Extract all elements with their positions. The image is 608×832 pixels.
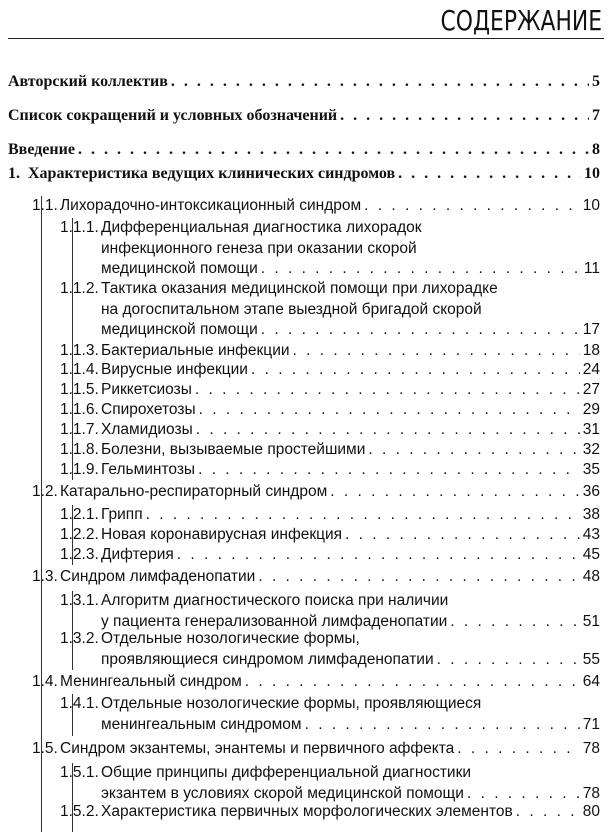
toc-page-number: 38	[582, 506, 600, 523]
indent-guide-line	[72, 763, 73, 832]
toc-leader-dots	[364, 196, 580, 215]
toc-entry-title-line: инфекционного генеза при оказании скорой	[101, 239, 417, 257]
toc-leader-dots	[195, 380, 580, 399]
toc-leader-dots	[245, 672, 580, 691]
indent-guide-line	[72, 218, 73, 480]
page-title: СОДЕРЖАНИЕ	[440, 4, 602, 37]
header-divider	[8, 38, 604, 39]
toc-leader-dots	[196, 420, 580, 439]
toc-entry-number: 1.1.4.	[60, 361, 99, 378]
toc-page-number: 18	[582, 342, 600, 359]
toc-entry-title: Характеристика первичных морфологических элементов	[101, 803, 513, 820]
toc-leader-dots	[171, 72, 589, 91]
toc-page-number: 71	[582, 715, 600, 733]
toc-page-number: 78	[582, 740, 600, 757]
toc-page-number: 55	[582, 650, 600, 668]
toc-leader-dots	[345, 525, 580, 544]
toc-page-number: 10	[584, 165, 600, 182]
toc-entry-number: 1.	[8, 165, 20, 182]
toc-leader-dots	[199, 400, 580, 419]
toc-leader-dots	[261, 259, 581, 278]
indent-guide-line	[72, 505, 73, 565]
toc-page-number: 10	[582, 197, 600, 214]
toc-page-number: 80	[582, 803, 600, 820]
toc-page-number: 64	[582, 673, 600, 690]
toc-page-number: 27	[582, 381, 600, 398]
toc-entry-title-line: Алгоритм диагностического поиска при наличии	[101, 592, 449, 609]
toc-entry-title-line: Общие принципы дифференциальной диагностики	[101, 764, 472, 781]
toc-entry-title-line: Отдельные нозологические формы,	[101, 630, 360, 647]
toc-entry-title-line: на догоспитальном этапе выездной бригадой скорой	[101, 300, 482, 318]
toc-leader-dots	[251, 360, 580, 379]
toc-leader-dots	[516, 802, 580, 821]
toc-leader-dots	[398, 164, 581, 183]
toc-entry-title: экзантем в условиях скорой медицинской помощи	[101, 784, 464, 802]
toc-entry-number: 1.2.1.	[60, 506, 99, 523]
toc-entry-title: Синдром лимфаденопатии	[60, 568, 256, 585]
toc-entry-number: 1.1.	[32, 197, 58, 214]
toc-entry-title: Лихорадочно-интоксикационный синдром	[60, 197, 362, 214]
toc-leader-dots	[78, 140, 589, 159]
toc-leader-dots	[258, 567, 579, 586]
toc-page-number: 45	[582, 546, 600, 563]
toc-page-number: 8	[592, 141, 600, 158]
toc-entry-title: проявляющиеся синдромом лимфаденопатии	[101, 650, 434, 668]
toc-leader-dots	[368, 440, 579, 459]
toc-entry-title: Менингеальный синдром	[60, 673, 242, 690]
toc-page-number: 43	[582, 526, 600, 543]
toc-entry-title: Бактериальные инфекции	[101, 342, 290, 359]
toc-entry-title: Риккетсиозы	[101, 381, 192, 398]
toc-leader-dots	[146, 505, 580, 524]
toc-entry-number: 1.1.6.	[60, 401, 99, 418]
toc-entry-title: Новая коронавирусная инфекция	[101, 526, 343, 543]
toc-leader-dots	[340, 106, 589, 125]
toc-entry-title: медицинской помощи	[101, 260, 258, 277]
toc-page-number: 48	[582, 568, 600, 585]
toc-leader-dots	[457, 739, 579, 758]
toc-entry-number: 1.2.3.	[60, 546, 99, 563]
toc-entry-number: 1.1.2.	[60, 280, 99, 297]
toc-entry-number: 1.1.3.	[60, 342, 99, 359]
toc-page-number: 78	[582, 784, 600, 802]
toc-page-number: 29	[582, 401, 600, 418]
toc-entry-title: Дифтерия	[101, 546, 174, 563]
toc-leader-dots	[450, 612, 579, 631]
toc-entry-number: 1.2.	[32, 483, 58, 500]
toc-entry-number: 1.1.7.	[60, 421, 99, 438]
indent-guide-line	[72, 591, 73, 670]
toc-entry-title: Введение	[8, 141, 75, 158]
toc-leader-dots	[261, 320, 580, 339]
toc-entry-number: 1.1.9.	[60, 461, 99, 478]
toc-page-number: 36	[582, 483, 600, 500]
toc-leader-dots	[177, 545, 580, 564]
toc-leader-dots	[467, 784, 580, 803]
toc-entry-number: 1.1.5.	[60, 381, 99, 398]
toc-leader-dots	[437, 650, 580, 669]
toc-entry-title: Авторский коллектив	[8, 73, 168, 90]
toc-entry-title-line: Дифференциальная диагностика лихорадок	[101, 219, 422, 236]
toc-page-number: 35	[582, 461, 600, 478]
toc-entry-title-line: Отдельные нозологические формы, проявляющиеся	[101, 695, 482, 712]
toc-entry-number: 1.5.1.	[60, 764, 99, 781]
toc-page-number: 5	[592, 73, 600, 90]
toc-page-number: 32	[582, 441, 600, 458]
indent-guide-line	[72, 694, 73, 736]
toc-entry-number: 1.5.2.	[60, 803, 99, 820]
toc-page-number: 11	[583, 260, 600, 277]
toc-entry-title: Характеристика ведущих клинических синдромов	[28, 165, 396, 182]
toc-entry-title: Спирохетозы	[101, 401, 196, 418]
toc-entry-title: Синдром экзантемы, энантемы и первичного аффекта	[60, 740, 455, 757]
toc-entry-title: медицинской помощи	[101, 321, 258, 338]
toc-leader-dots	[293, 341, 580, 360]
toc-page-number: 7	[592, 107, 600, 124]
toc-entry-title: у пациента генерализованной лимфаденопатии	[101, 612, 448, 630]
toc-entry-title: Хламидиозы	[101, 421, 193, 438]
toc-entry-number: 1.4.	[32, 673, 58, 690]
toc-entry-number: 1.5.	[32, 740, 58, 757]
toc-entry-number: 1.3.2.	[60, 630, 99, 647]
toc-leader-dots	[330, 482, 580, 501]
toc-entry-number: 1.1.1.	[60, 219, 99, 236]
toc-page-number: 17	[582, 321, 600, 338]
toc-entry-title: Болезни, вызываемые простейшими	[101, 441, 366, 458]
toc-entry-title: менингеальным синдромом	[101, 715, 302, 733]
toc-entry-number: 1.3.1.	[60, 592, 99, 609]
toc-entry-number: 1.1.8.	[60, 441, 99, 458]
toc-entry-number: 1.4.1.	[60, 695, 99, 712]
toc-page-number: 31	[582, 421, 600, 438]
toc-entry-title: Катарально-респираторный синдром	[60, 483, 328, 500]
toc-entry-number: 1.2.2.	[60, 526, 99, 543]
toc-page-number: 24	[582, 361, 600, 378]
toc-entry-title: Гельминтозы	[101, 461, 196, 478]
indent-guide-line	[41, 196, 42, 832]
toc-entry-number: 1.3.	[32, 568, 58, 585]
toc-entry-title-line: Тактика оказания медицинской помощи при лихорадке	[101, 280, 498, 297]
toc-leader-dots	[305, 715, 580, 734]
toc-entry-title: Грипп	[101, 506, 143, 523]
toc-entry-title: Список сокращений и условных обозначений	[8, 107, 338, 124]
toc-leader-dots	[198, 460, 580, 479]
toc-page-number: 51	[582, 612, 600, 630]
toc-entry-title: Вирусные инфекции	[101, 361, 248, 378]
